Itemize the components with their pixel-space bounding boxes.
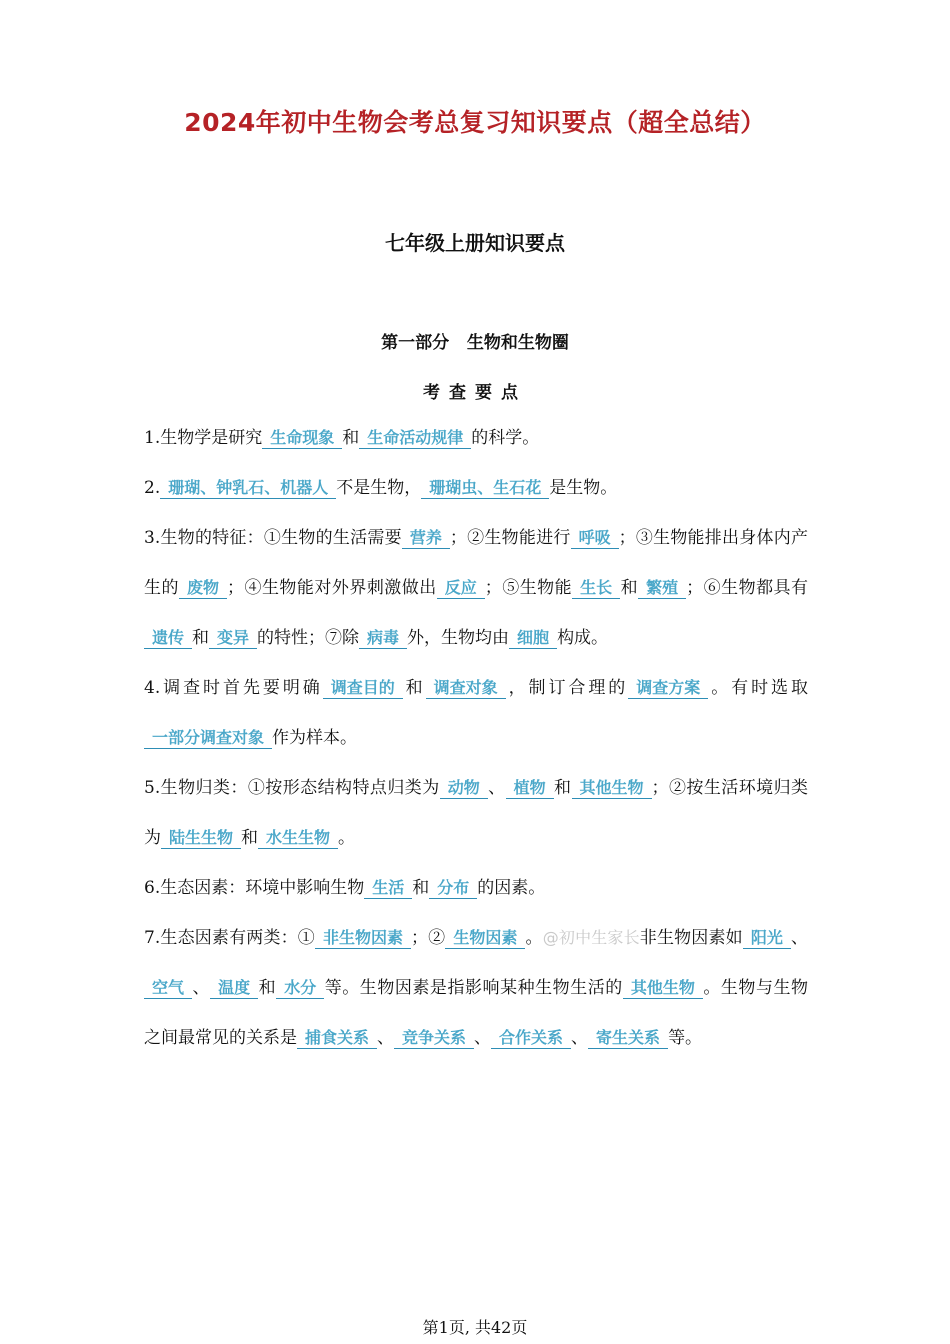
answer-blank: 生命现象 <box>262 428 342 449</box>
answer-blank: 珊瑚、钟乳石、机器人 <box>160 478 336 499</box>
grade-title: 七年级上册知识要点 <box>385 231 565 255</box>
answer-blank: 空气 <box>144 978 192 999</box>
answer-blank: 水分 <box>276 978 324 999</box>
document-content <box>144 413 808 1063</box>
answer-blank: 细胞 <box>509 628 557 649</box>
answer-blank: 其他生物 <box>572 778 652 799</box>
answer-blank: 呼吸 <box>571 528 619 549</box>
page-footer: 第1页, 共42页 <box>422 1318 528 1337</box>
answer-blank: 珊瑚虫、生石花 <box>421 478 549 499</box>
answer-blank: 生活 <box>364 878 412 899</box>
answer-blank: 调查方案 <box>628 678 708 699</box>
answer-blank: 一部分调查对象 <box>144 728 272 749</box>
answer-blank: 非生物因素 <box>315 928 411 949</box>
watermark: @初中生家长 <box>542 928 640 947</box>
answer-blank: 病毒 <box>359 628 407 649</box>
answer-blank: 生物因素 <box>445 928 525 949</box>
answer-blank: 植物 <box>506 778 554 799</box>
answer-blank: 寄生关系 <box>588 1028 668 1049</box>
answer-blank: 分布 <box>429 878 477 899</box>
list-item: 4.调查时首先要明确 调查目的 和 调查对象 ，制订合理的 调查方案 。有时选取一部分调查对象 作为样本。 <box>144 678 809 748</box>
answer-blank: 遗传 <box>144 628 192 649</box>
answer-blank: 竞争关系 <box>394 1028 474 1049</box>
list-item: 2. 珊瑚、钟乳石、机器人 不是生物， 珊瑚虫、生石花 是生物。 <box>144 478 618 498</box>
answer-blank: 其他生物 <box>623 978 703 999</box>
answer-blank: 生长 <box>572 578 620 599</box>
answer-blank: 动物 <box>440 778 488 799</box>
answer-blank: 阳光 <box>743 928 791 949</box>
answer-blank: 水生生物 <box>258 828 338 849</box>
list-item: 3.生物的特征：①生物的生活需要 营养 ；②生物能进行 呼吸 ；③生物能排出身体内产生的 废物 ；④生物能对外界刺激做出 反应 ；⑤生物能 生长 和 繁殖 ；⑥生物都具有遗传 和 变异 的特性；⑦除 病毒 外，生物均由 细胞 构成。 <box>144 528 809 648</box>
answer-blank: 生命活动规律 <box>359 428 471 449</box>
list-item: 7.生态因素有两类：① 非生物因素 ；② 生物因素 。@初中生家长非生物因素如 阳光 、空气 、 温度 和 水分 等。生物因素是指影响某种生物生活的 其他生物 。生物与生物之间最常见的关系是 捕食关系 、 竞争关系 、 合作关系 、 寄生关系 等。 <box>144 928 809 1048</box>
answer-blank: 调查目的 <box>323 678 403 699</box>
answer-blank: 捕食关系 <box>297 1028 377 1049</box>
answer-blank: 温度 <box>210 978 258 999</box>
answer-blank: 繁殖 <box>638 578 686 599</box>
list-item: 5.生物归类：①按形态结构特点归类为 动物 、 植物 和 其他生物 ；②按生活环境归类为 陆生生物 和 水生生物 。 <box>144 778 809 848</box>
answer-blank: 变异 <box>209 628 257 649</box>
answer-blank: 陆生生物 <box>161 828 241 849</box>
list-item: 1.生物学是研究 生命现象 和 生命活动规律 的科学。 <box>144 428 540 448</box>
part-title: 第一部分 生物和生物圈 <box>381 333 569 353</box>
document-title: 2024年初中生物会考总复习知识要点（超全总结） <box>184 108 766 137</box>
answer-blank: 合作关系 <box>491 1028 571 1049</box>
list-item: 6.生态因素：环境中影响生物 生活 和 分布 的因素。 <box>144 878 546 898</box>
answer-blank: 废物 <box>179 578 227 599</box>
answer-blank: 调查对象 <box>426 678 506 699</box>
key-points-heading: 考查要点 <box>423 383 527 403</box>
answer-blank: 反应 <box>437 578 485 599</box>
answer-blank: 营养 <box>402 528 450 549</box>
